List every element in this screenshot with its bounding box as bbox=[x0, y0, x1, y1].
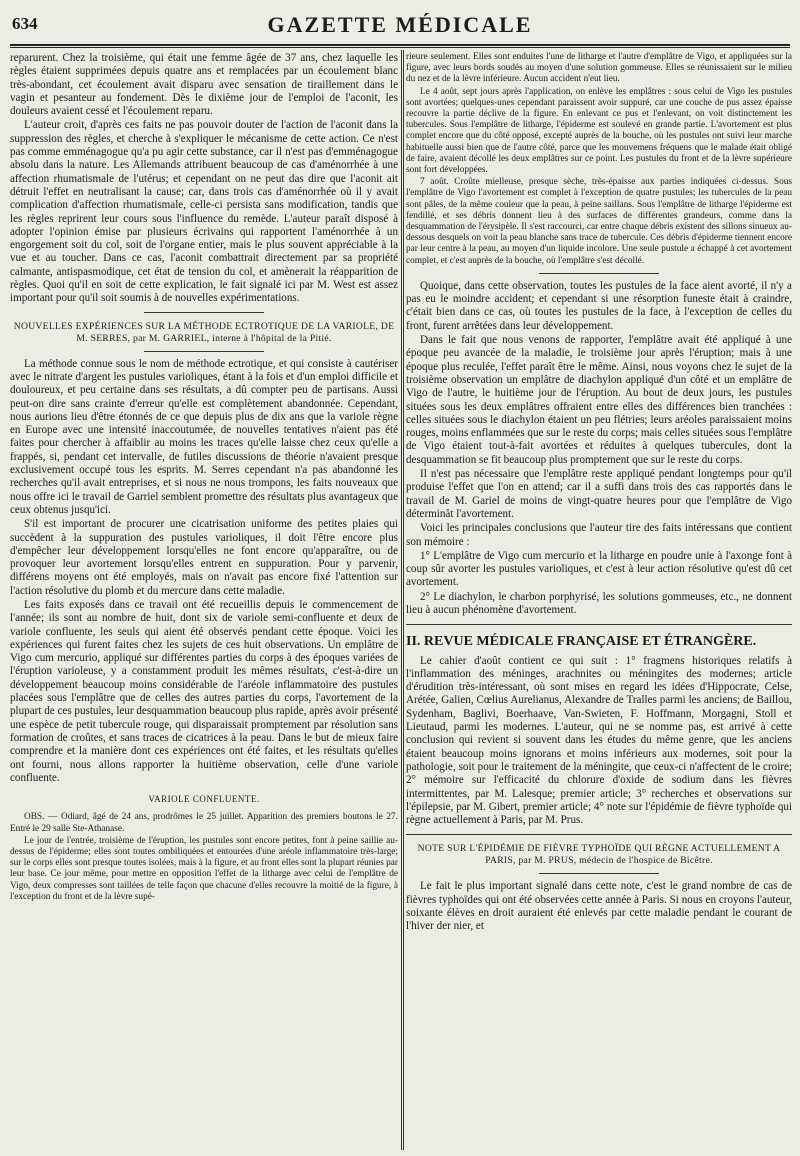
paragraph: Les faits exposés dans ce travail ont été recueillis depuis le commencement de l'année; ils sont au nombre de huit, dont six de variole semi-confluente et deux de variole confluente, les seuls qui aient été observés pendant cette époque. Voici les expériences qui furent faites chez les sujets de ces huit observations. Un emplâtre de Vigo cum mercurio, appliqué sur différentes parties du corps à des époques variées de l'éruption varioleuse, y a constamment produit les mêmes résultats, c'est-à-dire un développement beaucoup moins considérable de l'aréole inflammatoire des pustules placées sous l'emplâtre que de celles des autres parties du corps, l'avortement de la plupart de ces pustules, leur desquammation beaucoup plus rapide, après avoir présenté une espèce de petit tubercule rouge, qui disparaissait promptement par résolution sans formation de croûtes, et sans traces de cicatrices à la peau. Dans le but de mieux faire comprendre et la manière dont ces expériences ont été faites, et les résultats qu'elles ont fourni, nous allons rapporter la huitième observation, celle d'une variole confluente. bbox=[10, 598, 398, 784]
observation-paragraph: 7 août. Croûte mielleuse, presque sèche, très-épaisse aux parties indiquées ci-dessus. Sous l'emplâtre de Vigo l'avortement est complet à l'exception de quatre pustules; les tubercules de la peau sont pâles, de la même couleur que la peau, à peine saillans. Sous l'emplâtre de litharge l'épiderme est fendillé, et ses débris donnent lieu à des surfaces de différentes grandeurs, comme dans la desquammation de l'érysipèle. Il s'est raccourci, car entre chaque débris existent des sillons sinueux au-dessous desquels on voit la peau blanche sans trace de tubercule. Ces débris d'épiderme tiennent encore par leur centre à la peau, au moyen d'un liquide incolore. Une seule pustule a échappé à cet avortement complet, et c'est auprès de la bouche, où l'emplâtre s'est décollé. bbox=[406, 177, 792, 266]
paragraph: 2° Le diachylon, le charbon porphyrisé, les solutions gommeuses, etc., ne donnent lieu à aucun phénomène d'avortement. bbox=[406, 590, 792, 616]
observation-paragraph: Le 4 août, sept jours après l'application, on enlève les emplâtres : sous celui de Vigo les pustules sont avortées; quelques-unes cependant paraissent avoir suppuré, car une couche de pus assez épaisse recouvre la partie déclive de la figure. En enlevant ce pus et l'enlevant, on voit distinctement les tubercules. Sous l'emplâtre de litharge, l'épiderme est soulevé en grande partie. L'avortement est plus complet encore que du côté opposé, excepté auprès de la bouche, où les pustules ont suivi leur marche habituelle aussi bien que de l'autre côté, parce que les mouvemens fréquens que le malade était obligé de faire, avaient décollé les deux emplâtres sur ce point. Les pustules du front et de la lèvre supérieure sont fort développées. bbox=[406, 86, 792, 176]
paragraph: Voici les principales conclusions que l'auteur tire des faits intéressans que contient son mémoire : bbox=[406, 522, 792, 548]
header-rule bbox=[10, 44, 790, 46]
section-heading: NOUVELLES EXPÉRIENCES SUR LA MÉTHODE ECTROTIQUE DE LA VARIOLE, DE M. SERRES, par M. GARRIEL, interne à l'hôpital de la Pitié. bbox=[13, 320, 395, 344]
masthead-title: GAZETTE MÉDICALE bbox=[267, 12, 533, 37]
paragraph: S'il est important de procurer une cicatrisation uniforme des petites plaies qui succèdent à la suppuration des pustules varioliques, il doit l'être encore plus d'empêcher leur développement lorsqu'elles ne font encore qu'apparaître, ou de provoquer leur avortement lorsqu'elles entrent en suppuration. Pour y parvenir, différens moyens ont été employés, mais on n'avait pas encore fixé l'attention sur l'action résolutive du plomb et du mercure dans cette maladie. bbox=[10, 518, 398, 597]
section-separator bbox=[406, 834, 792, 835]
section-heading: NOTE SUR L'ÉPIDÉMIE DE FIÈVRE TYPHOÏDE QUI RÈGNE ACTUELLEMENT A PARIS, par M. PRUS, médecin de l'hospice de Bicêtre. bbox=[417, 843, 781, 867]
section-separator bbox=[406, 624, 792, 625]
paragraph: Le fait le plus important signalé dans cette note, c'est le grand nombre de cas de fièvres typhoïdes qui ont été observées cette année à Paris. Si nous en croyons l'auteur, soixante élèves en droit auraient été enlevés par cette maladie pendant le courant de l'hiver der nier, et bbox=[406, 880, 792, 933]
section-separator bbox=[539, 873, 659, 874]
page-header bbox=[10, 6, 790, 42]
paragraph: L'auteur croit, d'après ces faits ne pas pouvoir douter de l'action de l'aconit dans la suppression des règles, et cherche à s'expliquer le mécanisme de cette action. Ce n'est pas comme emménagogue qu'a pu agir cette substance, car il n'est pas d'emménagogue absolu dans la nature. Les Allemands attribuent beaucoup de cas d'aménorrhée à une affection rhumatismale de l'utérus; et cependant on ne peut das dire que l'aconit ait détruit l'effet en neutralisant la cause; car, dans trois cas d'aménorrhée où il y avait complication d'affection rhumatismale, celle-ci persista sans modification, tandis que les règles reprirent leur cours sous l'influence du remède. L'auteur paraît disposé à adopter l'opinion émise par plusieurs écrivains qui rapportent l'aménorrhée à un engorgement soit du col, soit de l'organe entier, mais le plus souvent appréciable à la vue et au toucher. Dans ce cas, l'aconit combattrait directement par sa propriété calmante, antispasmodique, cet état de tension du col, et amènerait la réapparition de règles. Quoi qu'il en soit de cette explication, le fait signalé ici par M. West est assez important pour qu'il soit soumis à de nouvelles expérimentations. bbox=[10, 119, 398, 305]
paragraph: La méthode connue sous le nom de méthode ectrotique, et qui consiste à cautériser avec le nitrate d'argent les pustules varioliques, étant à la fois et d'un emploi difficile et douloureux, et peu certaine dans ses résultats, a dû compter peu de partisans. Aussi peut-on dire sans crainte d'erreur qu'elle est complètement abandonnée. Cependant, nous aurions lieu d'être étonnés de ce que depuis plus de dix ans que la variole règne en Europe avec une intensité inaccoutumée, de nouvelles tentatives n'aient pas été faites pour chercher à affaiblir au moins les traces qu'elle laisse chez ceux qu'elle a frappés, si, pendant cet intervalle, de futiles discussions de théorie n'avaient presque exclusivement occupé tous les esprits. M. Serres cependant n'a pas abandonné les recherches qu'il avait entreprises, et si nous ne nous trompons, les faits nouveaux que nous offre ici le travail de Garriel semblent promettre des résultats plus avantageux que ceux obtenus jusqu'ici. bbox=[10, 357, 398, 516]
paragraph: 1° L'emplâtre de Vigo cum mercurio et la litharge en poudre unie à l'axonge font à coup sûr avorter les pustules varioliques, et c'est à leur action résolutive qu'est dû cet avortement. bbox=[406, 549, 792, 589]
column-divider-thin bbox=[403, 50, 404, 1150]
observation-subheading: VARIOLE CONFLUENTE. bbox=[148, 794, 260, 805]
paragraph: Quoique, dans cette observation, toutes les pustules de la face aient avorté, il n'y a pas eu le moindre accident; et cependant si une résorption funeste était à craindre, c'était bien dans ce cas, où toutes les pustules de la face, à l'exception de celles du front, furent arrêtées dans leur développement. bbox=[406, 279, 792, 332]
paragraph: Le cahier d'août contient ce qui suit : 1° fragmens historiques relatifs à l'inflammation des méninges, arachnites ou méningites des modernes; article d'érudition très-intéressant, où sont mises en regard les idées d'Hippocrate, Celse, Arétée, Galien, Cœlius Aurelianus, Alexandre de Tralles parmi les anciens; de Baillou, Sydenham, Baglivi, Boerhaave, Van-Swieten, F. Hoffmann, Morgagni, Stoll et Lieutaud, parmi les modernes. L'auteur, qui ne se nomme pas, est arrivé à cette conclusion qui revient si souvent dans les études du même genre, que les anciens étaient beaucoup moins ignorans et moins inférieurs aux modernes, soit pour la pathologie, soit pour le traitement de la méningite, que ceux-ci n'affectent de le croire; 2° mémoire sur l'efficacité du chlorure d'oxide de sodium dans les fièvres intermittentes, par M. Lalesque; premier article; 3° recherches et observations sur l'épilepsie, par M. Gibert, premier article; 4° note sur l'épidémie de fièvre typhoïde qui règne actuellement à Paris, par M. Prus. bbox=[406, 654, 792, 827]
right-column bbox=[406, 52, 792, 1152]
section-title: II. REVUE MÉDICALE FRANÇAISE ET ÉTRANGÈRE. bbox=[406, 634, 757, 650]
column-divider bbox=[401, 50, 402, 1150]
paragraph: reparurent. Chez la troisième, qui était une femme âgée de 37 ans, chez laquelle les règles étaient supprimées depuis quatre ans et remplacées par un écoulement blanc très-abondant, cet écoulement avait disparu avec sensation de tiraillement dans le vagin et pesanteur au fondement. Dès le dixième jour de l'emploi de l'aconit, les douleurs avaient cessé et l'écoulement reparu. bbox=[10, 52, 398, 118]
page-number: 634 bbox=[12, 14, 38, 33]
paragraph: Il n'est pas nécessaire que l'emplâtre reste appliqué pendant longtemps pour qu'il produise l'effet que l'on en attend; car il a suffi dans trois des cas rapportés dans le travail de M. Gariel de moins de vingt-quatre heures pour que l'emplâtre de Vigo déterminât l'avortement. bbox=[406, 468, 792, 520]
section-separator bbox=[539, 273, 659, 274]
observation-paragraph: Le jour de l'entrée, troisième de l'éruption, les pustules sont encore petites, font à peine saillie au-dessus de l'épiderme; elles sont toutes ombiliquées et entourées d'une aréole inflammatoire très-large; sur le corps elles sont presque toutes isolées, mais à la figure, et au front elles sont la plupart réunies par leur base. Ce jour même, pour mettre en opposition l'effet de la litharge avec celui de l'emplâtre de Vigo, deux compresses sont taillées de telle façon que chacune d'elles recouvre la moitié de la figure, à l'exception du front et de la lèvre supé- bbox=[10, 835, 398, 902]
observation-paragraph: rieure seulement. Elles sont enduites l'une de litharge et l'autre d'emplâtre de Vigo, et appliquées sur la figure, avec leurs bords soudés au moyen d'une solution gommeuse. Elles se réunissaient sur le milieu du nez et de la lèvre inférieure. Aucun accident n'eut lieu. bbox=[406, 52, 792, 85]
observation-paragraph: OBS. — Odiard, âgé de 24 ans, prodrômes le 25 juillet. Apparition des premiers boutons le 27. Entré le 29 salle Ste-Athanase. bbox=[10, 812, 398, 834]
header-rule-thin bbox=[10, 47, 790, 48]
paragraph: Dans le fait que nous venons de rapporter, l'emplâtre avait été appliqué à une époque peu avancée de la maladie, le troisième jour après l'éruption; mais à une époque plus reculée, l'effet paraît être le même. Ainsi, nous voyons chez le sujet de la troisième observation un emplâtre de diachylon appliqué d'un côté et un emplâtre de Vigo de l'autre, le huitième jour de l'éruption. Au bout de deux jours, les pustules situées sous les deux emplâtres offraient entre elles des différences bien tranchées : celles situées sous le diachylon étaient un peu flétries; leurs aréoles paraissaient moins rouges, moins enflammées que sur le reste du corps; mais celles situées sous l'emplâtre de Vigo étaient tout-à-fait avortées et réduites à quelques tubercules, dont la desquammation se fit beaucoup plus promptement que sur le reste du corps. bbox=[406, 334, 792, 466]
section-separator bbox=[144, 351, 264, 352]
left-column bbox=[10, 52, 398, 1152]
section-separator bbox=[144, 312, 264, 313]
